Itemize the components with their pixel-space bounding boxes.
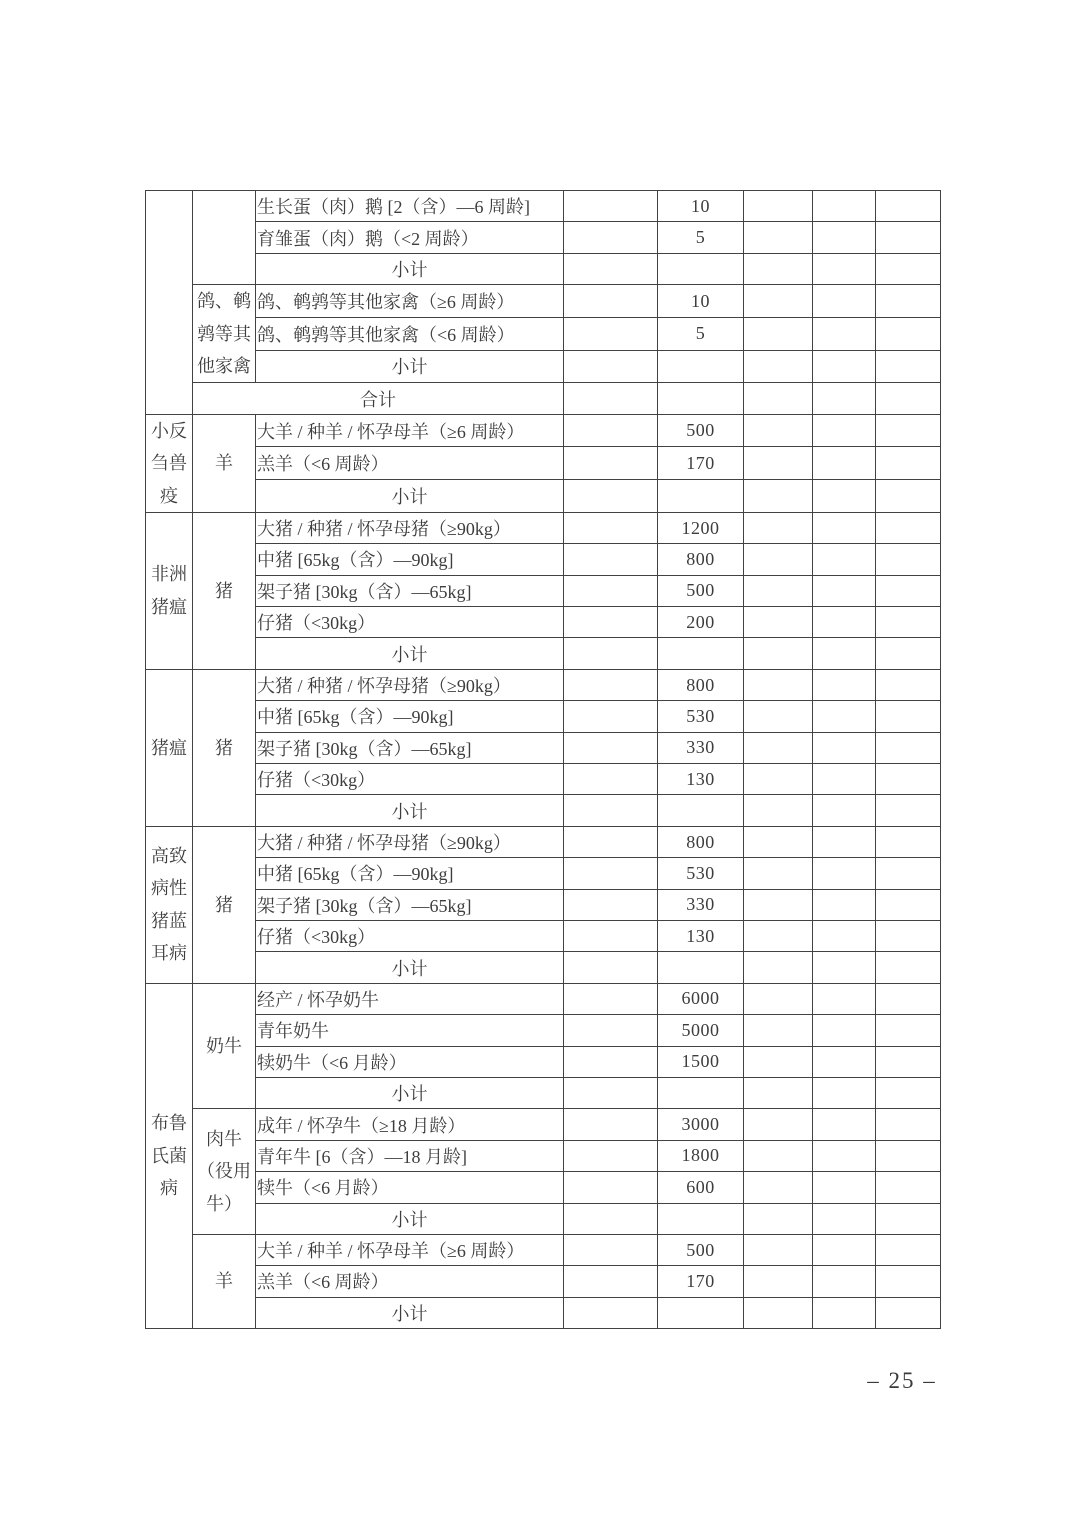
empty-cell [564,1234,658,1265]
standard-value-cell: 1800 [658,1140,744,1171]
empty-cell [564,1077,658,1108]
empty-cell [658,1203,744,1234]
standard-value-cell: 3000 [658,1109,744,1140]
empty-cell [564,575,658,606]
item-desc-cell: 羔羊（<6 周龄） [256,447,564,480]
subtotal-row [146,480,941,513]
standard-value-cell: 800 [658,544,744,575]
empty-cell [876,764,941,795]
item-desc-cell: 架子猪 [30kg（含）—65kg] [256,732,564,763]
empty-cell [744,222,813,253]
item-desc-cell: 大猪 / 种猪 / 怀孕母猪（≥90kg） [256,826,564,857]
empty-cell [564,826,658,857]
empty-cell [744,512,813,543]
empty-cell [876,1297,941,1328]
standard-value-cell: 6000 [658,983,744,1014]
table-row [146,1015,941,1046]
empty-cell [564,1266,658,1297]
empty-cell [658,253,744,284]
empty-cell [564,350,658,383]
table-row [146,317,941,350]
table-row [146,701,941,732]
empty-cell [564,858,658,889]
standard-value-cell: 5 [658,222,744,253]
subtotal-label-cell: 小计 [256,1077,564,1108]
standard-value-cell: 1200 [658,512,744,543]
empty-cell [876,575,941,606]
empty-cell [744,253,813,284]
empty-cell [744,764,813,795]
empty-cell [813,1015,876,1046]
empty-cell [744,1046,813,1077]
empty-cell [876,1046,941,1077]
item-desc-cell: 大猪 / 种猪 / 怀孕母猪（≥90kg） [256,669,564,700]
empty-cell [876,1015,941,1046]
table-row [146,607,941,638]
empty-cell [564,222,658,253]
empty-cell [744,1234,813,1265]
empty-cell [876,1266,941,1297]
empty-cell [876,983,941,1014]
disease-cell: 高致病性猪蓝耳病 [146,826,193,983]
standard-value-cell: 500 [658,414,744,447]
empty-cell [813,480,876,513]
empty-cell [564,544,658,575]
empty-cell [813,669,876,700]
empty-cell [744,732,813,763]
empty-cell [813,732,876,763]
item-desc-cell: 中猪 [65kg（含）—90kg] [256,858,564,889]
standard-value-cell: 1500 [658,1046,744,1077]
empty-cell [564,638,658,669]
item-desc-cell: 成年 / 怀孕牛（≥18 月龄） [256,1109,564,1140]
subtotal-label-cell: 小计 [256,480,564,513]
disease-cell: 小反刍兽疫 [146,414,193,512]
table-row [146,544,941,575]
table-row [146,1140,941,1171]
empty-cell [813,253,876,284]
empty-cell [876,1109,941,1140]
table-row [146,764,941,795]
empty-cell [744,607,813,638]
empty-cell [876,447,941,480]
animal-group-cell: 羊 [193,1234,256,1328]
empty-cell [658,795,744,826]
table-row [146,222,941,253]
empty-cell [876,1172,941,1203]
item-desc-cell: 育雏蛋（肉）鹅（<2 周龄） [256,222,564,253]
empty-cell [744,350,813,383]
empty-cell [876,1077,941,1108]
table-row [146,1109,941,1140]
empty-cell [876,285,941,318]
empty-cell [744,544,813,575]
empty-cell [744,983,813,1014]
empty-cell [876,350,941,383]
empty-cell [876,732,941,763]
empty-cell [564,447,658,480]
table-row [146,858,941,889]
empty-cell [876,795,941,826]
table-row [146,512,941,543]
item-desc-cell: 仔猪（<30kg） [256,764,564,795]
empty-cell [813,544,876,575]
empty-cell [813,383,876,414]
empty-cell [564,1046,658,1077]
standard-value-cell: 10 [658,285,744,318]
empty-cell [564,1297,658,1328]
empty-cell [876,512,941,543]
empty-cell [876,191,941,222]
empty-cell [813,317,876,350]
table-row [146,983,941,1014]
item-desc-cell: 中猪 [65kg（含）—90kg] [256,701,564,732]
subtotal-row [146,253,941,284]
empty-cell [813,575,876,606]
empty-cell [813,222,876,253]
empty-cell [564,920,658,951]
empty-cell [813,1297,876,1328]
standard-value-cell: 500 [658,1234,744,1265]
item-desc-cell: 大羊 / 种羊 / 怀孕母羊（≥6 周龄） [256,1234,564,1265]
standard-value-cell: 530 [658,701,744,732]
standard-value-cell: 170 [658,1266,744,1297]
empty-cell [564,607,658,638]
table-row [146,889,941,920]
empty-cell [876,222,941,253]
animal-group-cell [193,191,256,285]
empty-cell [876,1140,941,1171]
empty-cell [876,383,941,414]
empty-cell [876,858,941,889]
subtotal-row [146,1203,941,1234]
empty-cell [744,920,813,951]
subtotal-row [146,638,941,669]
empty-cell [744,889,813,920]
empty-cell [813,1046,876,1077]
empty-cell [876,607,941,638]
empty-cell [564,317,658,350]
empty-cell [876,669,941,700]
subtotal-label-cell: 小计 [256,1297,564,1328]
table-row [146,414,941,447]
disease-cell: 猪瘟 [146,669,193,826]
empty-cell [564,512,658,543]
item-desc-cell: 仔猪（<30kg） [256,607,564,638]
animal-group-cell: 猪 [193,669,256,826]
empty-cell [813,889,876,920]
empty-cell [813,1140,876,1171]
item-desc-cell: 青年牛 [6（含）—18 月龄] [256,1140,564,1171]
empty-cell [813,1172,876,1203]
empty-cell [876,701,941,732]
empty-cell [658,952,744,983]
item-desc-cell: 架子猪 [30kg（含）—65kg] [256,575,564,606]
empty-cell [813,447,876,480]
disease-cell: 布鲁氏菌病 [146,983,193,1328]
empty-cell [813,1203,876,1234]
empty-cell [876,889,941,920]
empty-cell [564,1172,658,1203]
empty-cell [744,447,813,480]
empty-cell [813,1266,876,1297]
empty-cell [813,1234,876,1265]
empty-cell [564,701,658,732]
empty-cell [658,480,744,513]
empty-cell [564,383,658,414]
item-desc-cell: 仔猪（<30kg） [256,920,564,951]
empty-cell [813,350,876,383]
table-row [146,575,941,606]
standard-value-cell: 200 [658,607,744,638]
empty-cell [744,191,813,222]
total-label-cell: 合计 [193,383,564,414]
empty-cell [744,826,813,857]
empty-cell [813,191,876,222]
total-row [146,383,941,414]
subtotal-row [146,1077,941,1108]
empty-cell [564,1203,658,1234]
animal-group-cell: 猪 [193,512,256,669]
table-row [146,669,941,700]
empty-cell [813,826,876,857]
empty-cell [876,317,941,350]
table-row [146,285,941,318]
standard-value-cell: 500 [658,575,744,606]
subtotal-label-cell: 小计 [256,795,564,826]
empty-cell [744,669,813,700]
subtotal-label-cell: 小计 [256,350,564,383]
empty-cell [876,480,941,513]
standard-value-cell: 330 [658,889,744,920]
empty-cell [658,383,744,414]
empty-cell [813,607,876,638]
table-row [146,920,941,951]
empty-cell [744,1203,813,1234]
empty-cell [744,1109,813,1140]
disease-cell: 非洲猪瘟 [146,512,193,669]
empty-cell [813,983,876,1014]
empty-cell [813,764,876,795]
empty-cell [813,952,876,983]
empty-cell [564,1109,658,1140]
empty-cell [876,826,941,857]
empty-cell [744,317,813,350]
empty-cell [744,1015,813,1046]
animal-group-cell: 鸽、鹌鹑等其他家禽 [193,285,256,383]
empty-cell [813,285,876,318]
empty-cell [876,952,941,983]
empty-cell [744,414,813,447]
empty-cell [744,795,813,826]
empty-cell [813,414,876,447]
standard-value-cell: 130 [658,920,744,951]
disease-cell [146,191,193,415]
subtotal-label-cell: 小计 [256,253,564,284]
standard-value-cell: 5 [658,317,744,350]
empty-cell [744,638,813,669]
empty-cell [744,1297,813,1328]
animal-group-cell: 猪 [193,826,256,983]
empty-cell [658,350,744,383]
subtotal-label-cell: 小计 [256,1203,564,1234]
item-desc-cell: 鸽、鹌鹑等其他家禽（<6 周龄） [256,317,564,350]
empty-cell [813,638,876,669]
item-desc-cell: 大羊 / 种羊 / 怀孕母羊（≥6 周龄） [256,414,564,447]
empty-cell [744,575,813,606]
item-desc-cell: 大猪 / 种猪 / 怀孕母猪（≥90kg） [256,512,564,543]
empty-cell [876,253,941,284]
empty-cell [564,983,658,1014]
standard-value-cell: 530 [658,858,744,889]
item-desc-cell: 青年奶牛 [256,1015,564,1046]
empty-cell [744,480,813,513]
subtotal-label-cell: 小计 [256,638,564,669]
table-row [146,191,941,222]
empty-cell [813,701,876,732]
empty-cell [876,544,941,575]
animal-group-cell: 奶牛 [193,983,256,1109]
item-desc-cell: 架子猪 [30kg（含）—65kg] [256,889,564,920]
empty-cell [813,512,876,543]
table-row [146,1046,941,1077]
empty-cell [813,1109,876,1140]
table-row [146,1266,941,1297]
table-row [146,732,941,763]
standard-value-cell: 5000 [658,1015,744,1046]
animal-group-cell: 羊 [193,414,256,512]
compensation-table [145,190,941,1329]
empty-cell [564,191,658,222]
empty-cell [564,414,658,447]
empty-cell [564,1140,658,1171]
empty-cell [813,1077,876,1108]
empty-cell [564,952,658,983]
table-row [146,826,941,857]
animal-group-cell: 肉牛（役用牛） [193,1109,256,1235]
empty-cell [813,795,876,826]
standard-value-cell: 170 [658,447,744,480]
empty-cell [876,414,941,447]
empty-cell [876,1234,941,1265]
standard-value-cell: 130 [658,764,744,795]
empty-cell [658,1077,744,1108]
empty-cell [658,1297,744,1328]
empty-cell [564,669,658,700]
subtotal-row [146,795,941,826]
item-desc-cell: 中猪 [65kg（含）—90kg] [256,544,564,575]
empty-cell [564,764,658,795]
empty-cell [564,480,658,513]
empty-cell [744,1266,813,1297]
table-row [146,447,941,480]
empty-cell [564,253,658,284]
empty-cell [813,920,876,951]
table-row [146,1234,941,1265]
standard-value-cell: 800 [658,826,744,857]
empty-cell [744,383,813,414]
standard-value-cell: 10 [658,191,744,222]
standard-value-cell: 800 [658,669,744,700]
empty-cell [744,1077,813,1108]
empty-cell [744,285,813,318]
item-desc-cell: 犊牛（<6 月龄） [256,1172,564,1203]
subtotal-label-cell: 小计 [256,952,564,983]
table-row [146,1172,941,1203]
empty-cell [564,285,658,318]
item-desc-cell: 犊奶牛（<6 月龄） [256,1046,564,1077]
empty-cell [744,952,813,983]
empty-cell [564,732,658,763]
empty-cell [876,920,941,951]
empty-cell [564,889,658,920]
empty-cell [876,638,941,669]
empty-cell [744,1172,813,1203]
empty-cell [658,638,744,669]
item-desc-cell: 生长蛋（肉）鹅 [2（含）—6 周龄] [256,191,564,222]
empty-cell [813,858,876,889]
standard-value-cell: 330 [658,732,744,763]
empty-cell [564,795,658,826]
item-desc-cell: 羔羊（<6 周龄） [256,1266,564,1297]
empty-cell [744,858,813,889]
item-desc-cell: 鸽、鹌鹑等其他家禽（≥6 周龄） [256,285,564,318]
subtotal-row [146,952,941,983]
empty-cell [564,1015,658,1046]
subtotal-row [146,350,941,383]
standard-value-cell: 600 [658,1172,744,1203]
item-desc-cell: 经产 / 怀孕奶牛 [256,983,564,1014]
empty-cell [744,1140,813,1171]
subtotal-row [146,1297,941,1328]
empty-cell [876,1203,941,1234]
page-number: – 25 – [867,1368,937,1393]
empty-cell [744,701,813,732]
